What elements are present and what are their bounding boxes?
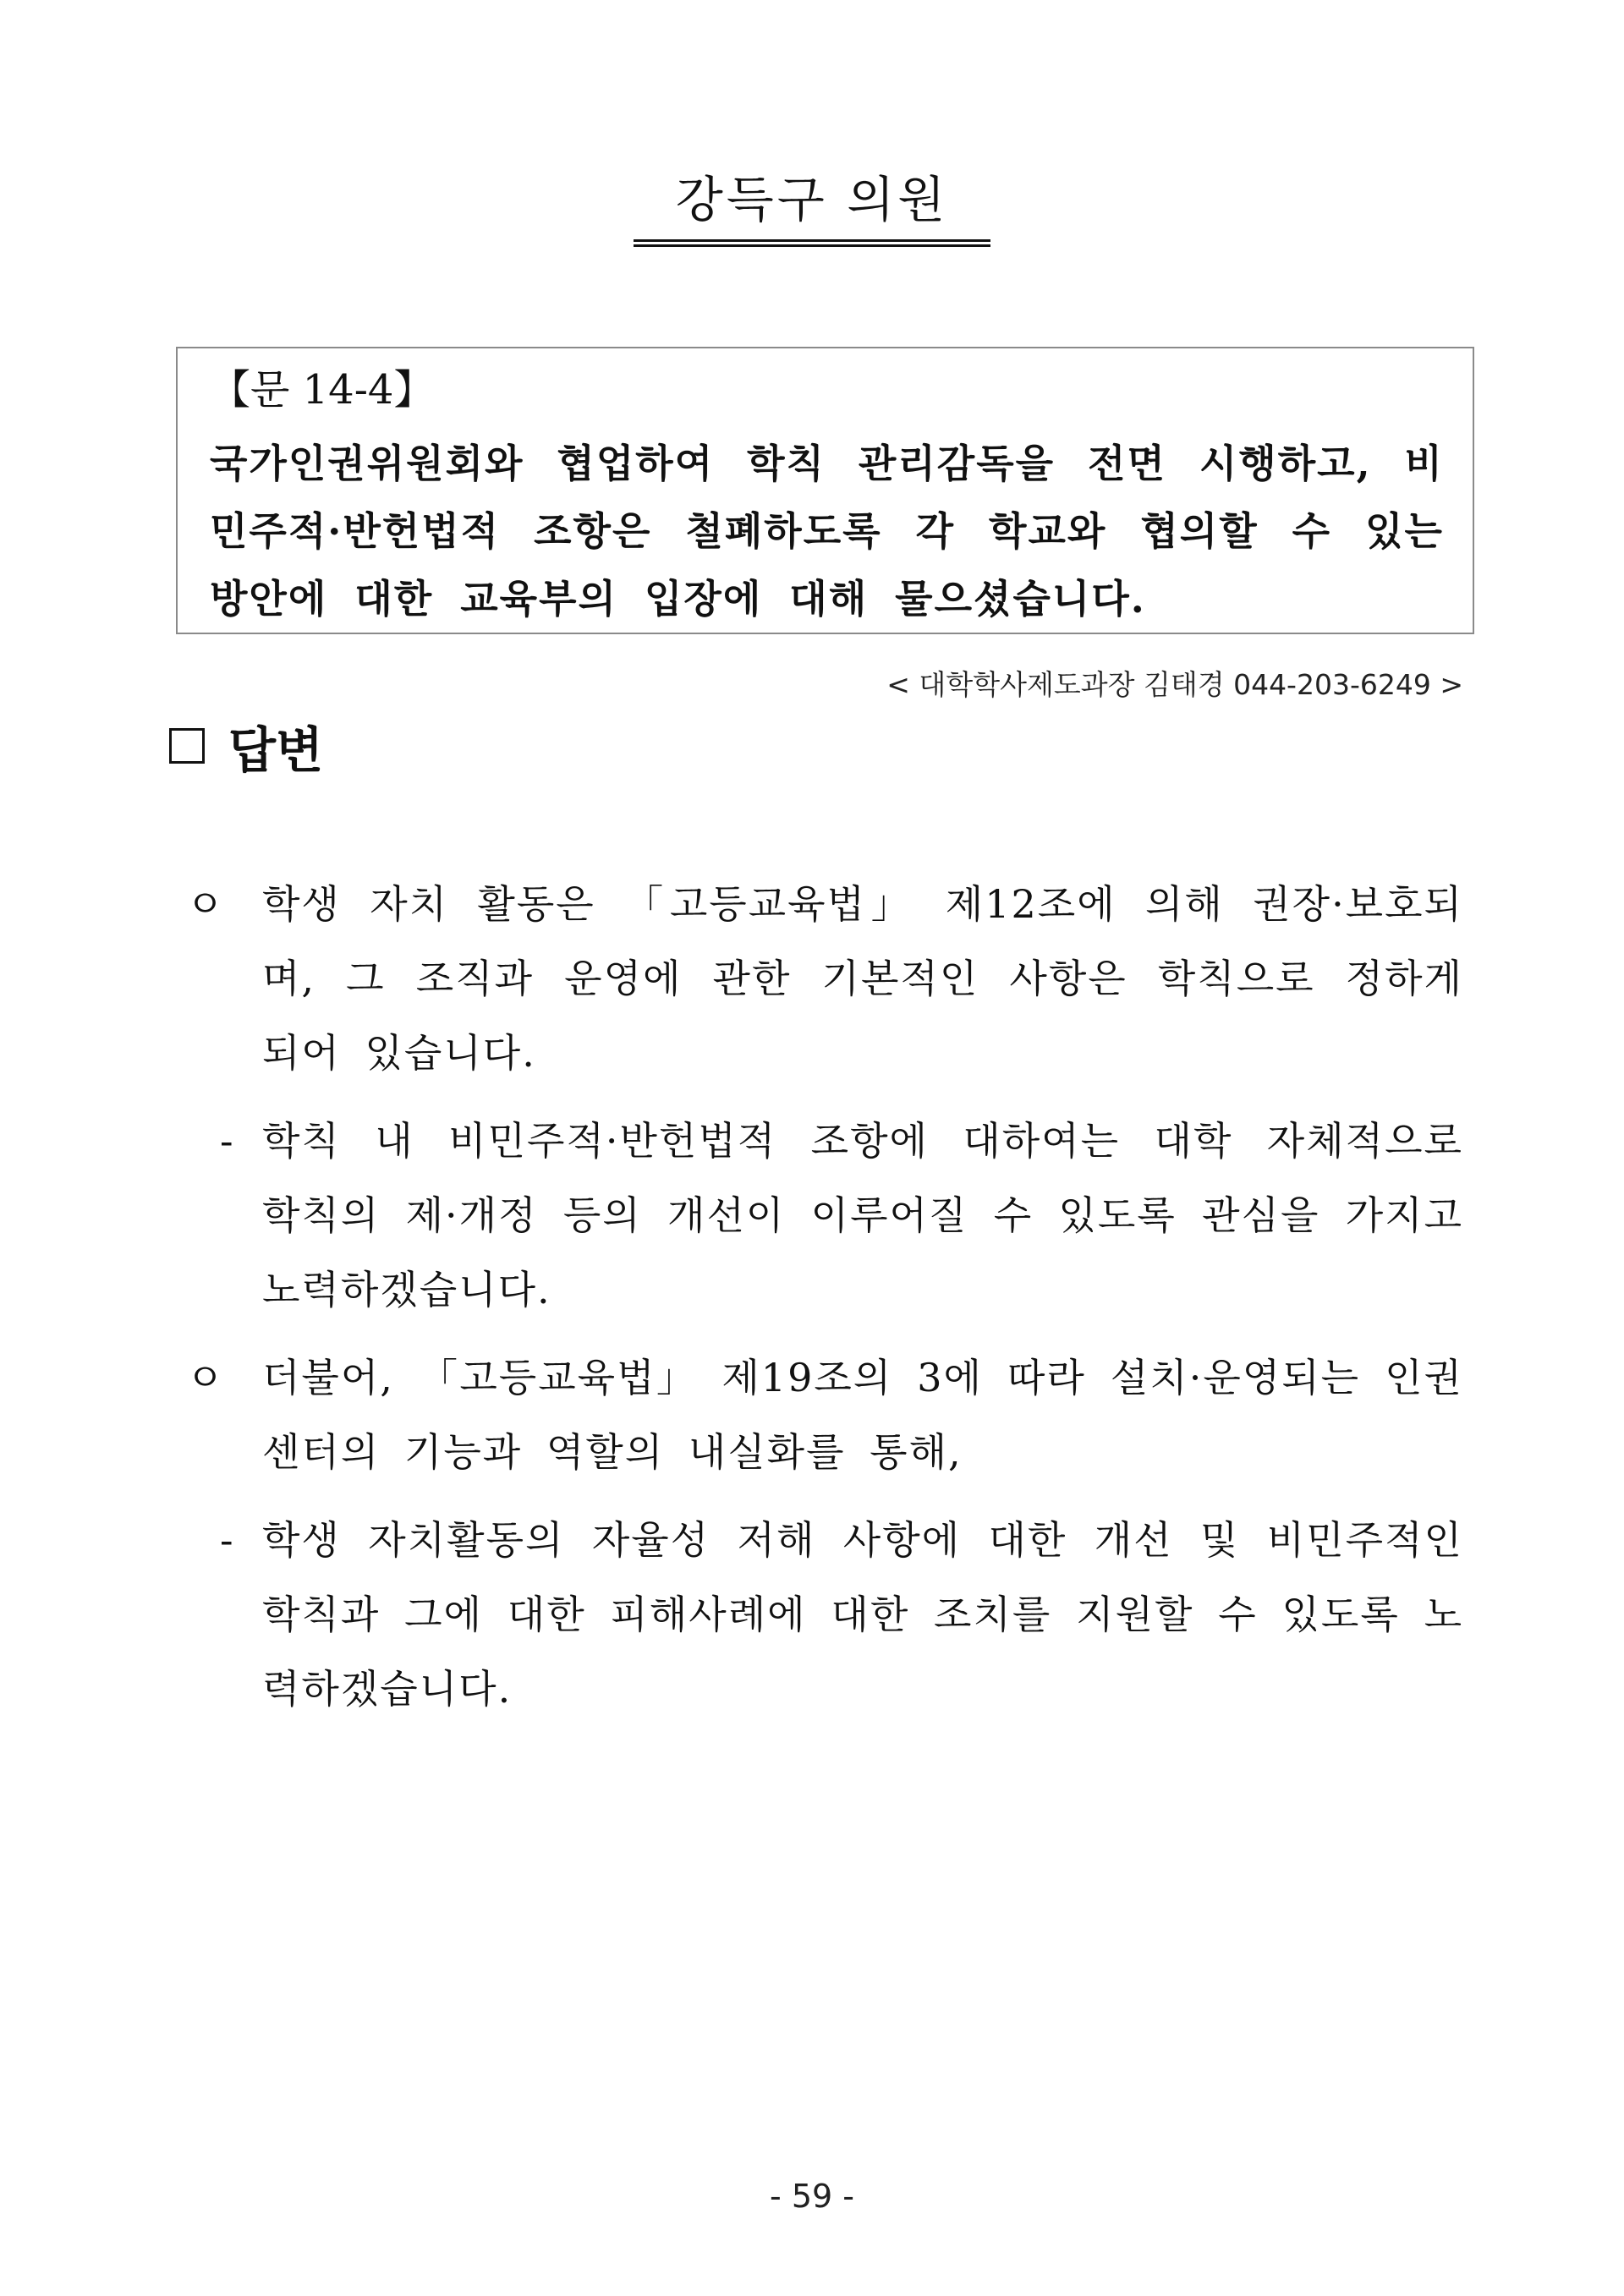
dash-marker: - [220, 1517, 235, 1563]
answer-heading-label: 답변 [228, 721, 324, 779]
title-wrapper [0, 173, 1624, 247]
question-text: 국가인권위원회와 협업하여 학칙 관리감독을 전면 시행하고, 비민주적·반헌법적 조항은 철폐하도록 각 학교와 협의할 수 있는 방안에 대한 교육부의 입장에 대해 물으셨습니다. [210, 441, 1444, 622]
answer-subitem [220, 1503, 1463, 1726]
dash-marker: - [220, 1118, 235, 1164]
checkbox-icon [169, 728, 205, 764]
answer-subitem-text: 학칙 내 비민주적·반헌법적 조항에 대하여는 대학 자체적으로 학칙의 제·개정 등의 개선이 이루어질 수 있도록 관심을 가지고 노력하겠습니다. [262, 1118, 1463, 1312]
question-box [176, 347, 1474, 634]
answer-subitem [220, 1104, 1463, 1327]
answer-item [186, 1340, 1463, 1489]
page-number: - 59 - [770, 2178, 854, 2215]
bullet-marker: ㅇ [186, 1355, 226, 1400]
bullet-marker: ㅇ [186, 881, 226, 927]
contact-info: < 대학학사제도과장 김태경 044-203-6249 > [886, 668, 1463, 701]
answer-item [186, 867, 1463, 1090]
answer-heading [169, 710, 323, 781]
answer-item-text: 학생 자치 활동은 「고등교육법」 제12조에 의해 권장·보호되며, 그 조직과 운영에 관한 기본적인 사항은 학칙으로 정하게 되어 있습니다. [262, 881, 1463, 1076]
answer-body [186, 867, 1463, 1740]
question-label: 【문 14-4】 [210, 366, 435, 414]
page-title: 강득구 의원 [634, 173, 991, 247]
answer-item-text: 더불어, 「고등교육법」 제19조의 3에 따라 설치·운영되는 인권센터의 기능과 역할의 내실화를 통해, [262, 1355, 1463, 1475]
answer-subitem-text: 학생 자치활동의 자율성 저해 사항에 대한 개선 및 비민주적인 학칙과 그에 대한 피해사례에 대한 조치를 지원할 수 있도록 노력하겠습니다. [262, 1517, 1463, 1712]
